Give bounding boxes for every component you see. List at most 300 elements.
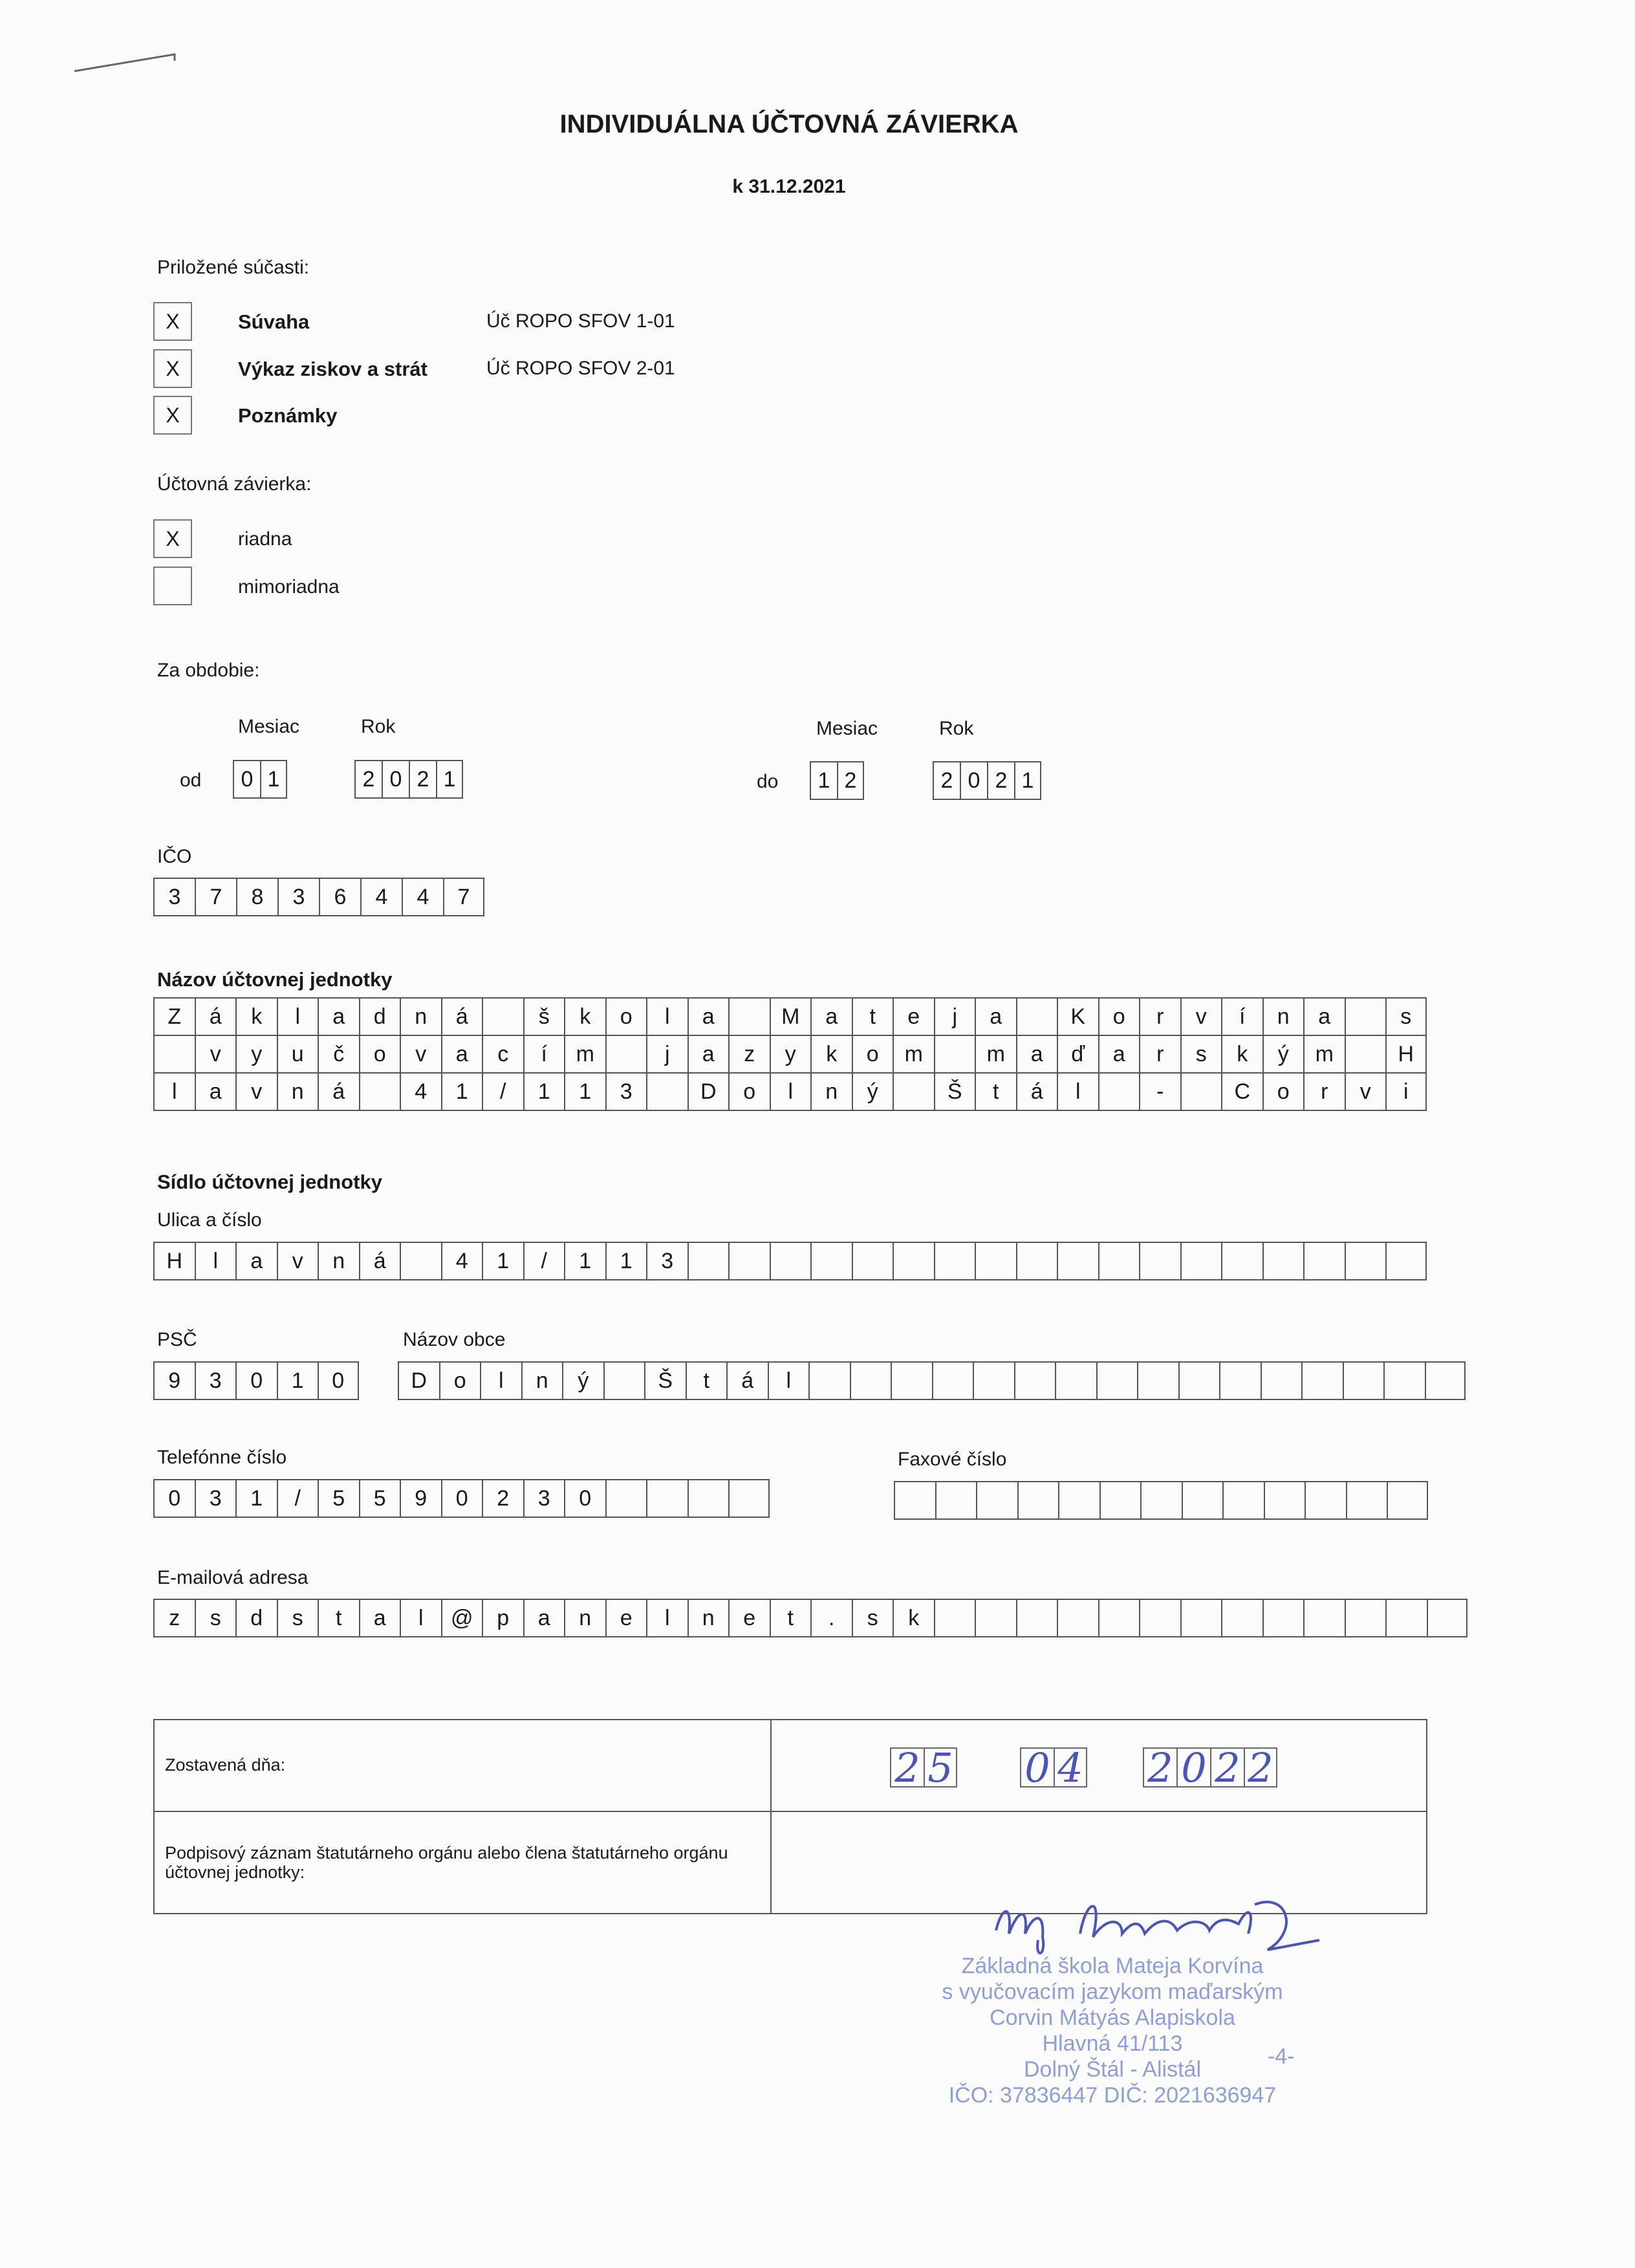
digit-cell: 7	[443, 878, 484, 916]
char-cell: o	[852, 1036, 893, 1074]
char-cell: r	[1139, 997, 1180, 1036]
char-cell	[359, 1074, 400, 1111]
char-cell	[728, 1479, 770, 1518]
digit-cell: 1	[260, 760, 287, 799]
psc-field[interactable]	[153, 1361, 359, 1400]
digit-cell: 4	[402, 878, 443, 916]
char-cell: u	[277, 1036, 318, 1074]
char-cell	[1014, 1361, 1056, 1400]
char-cell	[1345, 997, 1386, 1036]
char-cell: v	[400, 1036, 441, 1074]
char-cell	[976, 1481, 1017, 1520]
digit-cell: 3	[153, 878, 195, 916]
char-cell: n	[1262, 997, 1304, 1036]
char-cell: 1	[277, 1361, 318, 1400]
char-cell: k	[1221, 1036, 1262, 1074]
char-cell	[605, 1479, 647, 1518]
char-cell: v	[195, 1036, 236, 1074]
char-cell: .	[810, 1599, 852, 1637]
char-cell	[1055, 1361, 1096, 1400]
stamp-line: Corvin Mátyás Alapiskola	[990, 2005, 1235, 2030]
char-cell: ý	[562, 1361, 603, 1400]
closing-checkbox-riadna[interactable]: X	[153, 519, 192, 558]
period-label: Za obdobie:	[157, 660, 260, 681]
entity-name-label: Názov účtovnej jednotky	[157, 968, 393, 991]
char-cell: n	[400, 997, 441, 1036]
char-cell: t	[770, 1599, 811, 1637]
digit-cell: 6	[319, 878, 360, 916]
char-cell: Š	[934, 1074, 975, 1111]
name-row	[153, 1036, 1427, 1074]
char-cell	[1305, 1481, 1346, 1520]
char-cell: j	[934, 997, 975, 1036]
char-cell: s	[1385, 997, 1427, 1036]
char-row	[153, 1599, 1467, 1637]
char-cell	[1346, 1481, 1387, 1520]
name-row	[153, 1074, 1427, 1111]
char-cell	[1099, 1481, 1141, 1520]
char-cell	[605, 1036, 647, 1074]
from-year-field[interactable]	[354, 760, 463, 799]
char-cell: l	[646, 1599, 688, 1637]
char-cell: l	[770, 1074, 811, 1111]
hand-digit: 2	[1143, 1747, 1176, 1787]
char-cell: c	[482, 1036, 523, 1074]
char-cell	[1262, 1599, 1304, 1637]
char-cell: z	[728, 1036, 770, 1074]
table-divider	[155, 1811, 1426, 1812]
psc-label: PSČ	[157, 1329, 197, 1350]
to-label: do	[757, 771, 779, 792]
fax-field[interactable]	[894, 1481, 1428, 1520]
char-cell: 0	[564, 1479, 605, 1518]
char-cell: K	[1057, 997, 1098, 1036]
char-cell: t	[852, 997, 893, 1036]
char-cell	[646, 1074, 688, 1111]
char-cell: d	[235, 1599, 277, 1637]
attachment-name-poznamky: Poznámky	[238, 404, 338, 427]
to-month-label: Mesiac	[816, 718, 878, 739]
digit-cell: 8	[236, 878, 277, 916]
char-cell: 4	[441, 1242, 482, 1280]
char-cell	[1221, 1242, 1262, 1280]
char-cell	[770, 1242, 811, 1280]
ico-field[interactable]	[153, 878, 484, 916]
char-cell	[810, 1242, 852, 1280]
char-cell: s	[195, 1599, 236, 1637]
char-cell	[975, 1599, 1016, 1637]
char-cell: @	[441, 1599, 482, 1637]
char-cell: 0	[441, 1479, 482, 1518]
from-month-field[interactable]	[233, 760, 287, 799]
char-cell: l	[1057, 1074, 1098, 1111]
to-year-label: Rok	[939, 718, 974, 739]
char-cell	[1180, 1599, 1222, 1637]
char-cell	[1425, 1361, 1466, 1400]
char-cell: t	[318, 1599, 359, 1637]
char-cell: 3	[195, 1361, 236, 1400]
char-cell: /	[523, 1242, 565, 1280]
digit-cell: 2	[354, 760, 382, 799]
entity-name-field[interactable]	[153, 997, 1427, 1111]
char-cell: k	[810, 1036, 852, 1074]
char-cell	[1140, 1481, 1182, 1520]
char-cell	[1139, 1242, 1180, 1280]
char-cell: s	[1180, 1036, 1222, 1074]
char-cell	[1383, 1361, 1425, 1400]
char-cell	[975, 1242, 1016, 1280]
char-cell	[934, 1599, 975, 1637]
char-cell: v	[277, 1242, 318, 1280]
char-cell: l	[768, 1361, 809, 1400]
stamp-line: IČO: 37836447 DIČ: 2021636947	[948, 2083, 1277, 2108]
char-cell: Z	[153, 997, 195, 1036]
char-cell: M	[770, 997, 811, 1036]
attachment-name-suvaha: Súvaha	[238, 310, 310, 333]
stamp-line: Hlavná 41/113	[1042, 2031, 1183, 2056]
char-cell	[1219, 1361, 1261, 1400]
char-cell: 0	[318, 1361, 359, 1400]
char-cell: e	[728, 1599, 770, 1637]
char-cell	[1182, 1481, 1223, 1520]
char-cell: m	[893, 1036, 934, 1074]
char-cell: t	[686, 1361, 727, 1400]
char-cell	[973, 1361, 1014, 1400]
char-cell: v	[1345, 1074, 1386, 1111]
from-label: od	[180, 770, 202, 791]
char-cell: n	[810, 1074, 852, 1111]
pen-mark-decoration	[71, 47, 181, 79]
char-cell: á	[318, 1074, 359, 1111]
char-cell: ý	[1262, 1036, 1304, 1074]
char-cell: m	[564, 1036, 605, 1074]
entity-seat-label: Sídlo účtovnej jednotky	[157, 1171, 382, 1193]
char-cell	[893, 1074, 934, 1111]
char-cell: š	[523, 997, 565, 1036]
fax-label: Faxové číslo	[898, 1449, 1007, 1470]
char-cell	[1301, 1361, 1343, 1400]
char-cell: a	[359, 1599, 400, 1637]
digit-cell: 2	[837, 761, 864, 800]
digit-cell: 7	[195, 878, 236, 916]
char-cell: 4	[400, 1074, 441, 1111]
char-cell	[1016, 1242, 1057, 1280]
char-cell	[1303, 1599, 1345, 1637]
char-cell	[893, 1242, 934, 1280]
char-cell	[1343, 1361, 1384, 1400]
char-cell: s	[852, 1599, 893, 1637]
char-cell: 9	[153, 1361, 195, 1400]
char-cell: 0	[153, 1479, 195, 1518]
char-cell: í	[1221, 997, 1262, 1036]
char-cell: 2	[482, 1479, 523, 1518]
char-cell: o	[1262, 1074, 1304, 1111]
phone-field[interactable]	[153, 1479, 770, 1518]
char-cell: m	[1303, 1036, 1345, 1074]
ico-label: IČO	[157, 846, 192, 867]
char-cell: n	[688, 1599, 729, 1637]
hand-digit: 4	[1054, 1747, 1087, 1787]
signature-label: Podpisový záznam štatutárneho orgánu alebo člena štatutárneho orgánu účtovnej jednotky:	[165, 1843, 728, 1882]
char-cell	[852, 1242, 893, 1280]
char-cell	[1180, 1074, 1222, 1111]
hand-digit: 2	[1210, 1747, 1244, 1787]
char-cell: l	[400, 1599, 441, 1637]
char-cell: á	[726, 1361, 768, 1400]
char-cell: s	[277, 1599, 318, 1637]
char-cell	[1387, 1481, 1428, 1520]
char-cell	[1385, 1242, 1427, 1280]
char-cell: e	[893, 997, 934, 1036]
char-cell	[934, 1242, 975, 1280]
school-stamp	[867, 1953, 1358, 2108]
char-cell	[688, 1242, 729, 1280]
char-cell: 3	[195, 1479, 236, 1518]
char-cell: v	[235, 1074, 277, 1111]
char-cell: o	[728, 1074, 770, 1111]
char-cell: l	[195, 1242, 236, 1280]
char-cell: k	[893, 1599, 934, 1637]
char-cell: 3	[605, 1074, 647, 1111]
char-cell: 1	[441, 1074, 482, 1111]
char-cell: a	[1303, 997, 1345, 1036]
char-cell: k	[564, 997, 605, 1036]
char-row	[153, 1361, 359, 1400]
char-cell	[603, 1361, 645, 1400]
char-cell: 5	[359, 1479, 400, 1518]
char-cell: o	[359, 1036, 400, 1074]
hand-digit: 2	[1244, 1747, 1277, 1787]
char-cell	[1345, 1242, 1386, 1280]
closing-option-mimoriadna: mimoriadna	[238, 576, 340, 598]
char-cell	[935, 1481, 977, 1520]
char-cell	[1016, 1599, 1057, 1637]
char-cell: k	[235, 997, 277, 1036]
char-cell: a	[195, 1074, 236, 1111]
char-cell: 3	[523, 1479, 565, 1518]
street-label: Ulica a číslo	[157, 1209, 262, 1231]
char-cell: 3	[646, 1242, 688, 1280]
char-cell	[1096, 1361, 1138, 1400]
compiled-day-field[interactable]	[890, 1744, 957, 1791]
char-cell: í	[523, 1036, 565, 1074]
from-month-label: Mesiac	[238, 716, 300, 737]
char-cell: 1	[523, 1074, 565, 1111]
char-cell: a	[318, 997, 359, 1036]
attachment-checkbox-suvaha[interactable]: X	[153, 302, 192, 341]
char-cell	[1098, 1242, 1140, 1280]
digit-cell: 1	[1014, 761, 1041, 800]
char-cell: l	[153, 1074, 195, 1111]
char-cell: C	[1221, 1074, 1262, 1111]
name-row	[153, 997, 1427, 1036]
char-cell	[932, 1361, 973, 1400]
char-cell: a	[235, 1242, 277, 1280]
attachment-name-vykaz: Výkaz ziskov a strát	[238, 358, 428, 380]
char-cell: r	[1139, 1036, 1180, 1074]
char-cell	[1264, 1481, 1305, 1520]
char-cell	[1221, 1599, 1262, 1637]
char-cell: l	[277, 997, 318, 1036]
char-cell: v	[1180, 997, 1222, 1036]
char-row	[894, 1481, 1428, 1520]
char-cell: č	[318, 1036, 359, 1074]
char-cell: d	[359, 997, 400, 1036]
char-cell	[934, 1036, 975, 1074]
char-cell: t	[975, 1074, 1016, 1111]
char-cell: ď	[1057, 1036, 1098, 1074]
char-cell: l	[480, 1361, 521, 1400]
attachment-checkbox-vykaz[interactable]: X	[153, 349, 192, 388]
digit-cell: 2	[987, 761, 1014, 800]
char-cell: 1	[564, 1242, 605, 1280]
stamp-line: Dolný Štál - Alistál	[1024, 2057, 1201, 2082]
char-cell: 1	[605, 1242, 647, 1280]
char-cell: 1	[482, 1242, 523, 1280]
document-title: INDIVIDUÁLNA ÚČTOVNÁ ZÁVIERKA	[559, 110, 1019, 138]
char-cell: á	[359, 1242, 400, 1280]
char-cell: y	[235, 1036, 277, 1074]
char-cell: o	[1098, 997, 1140, 1036]
digit-cell: 2	[933, 761, 960, 800]
char-cell	[850, 1361, 891, 1400]
char-cell	[1098, 1599, 1140, 1637]
hand-digit: 0	[1020, 1747, 1054, 1787]
char-cell: a	[1016, 1036, 1057, 1074]
char-cell	[1345, 1599, 1386, 1637]
char-row	[398, 1361, 1466, 1400]
city-field[interactable]	[398, 1361, 1466, 1400]
char-cell	[688, 1479, 729, 1518]
page-mark: -4-	[1268, 2044, 1295, 2069]
compiled-month-field[interactable]	[1020, 1744, 1087, 1791]
char-cell	[1345, 1036, 1386, 1074]
char-cell: y	[770, 1036, 811, 1074]
email-label: E-mailová adresa	[157, 1567, 309, 1588]
char-cell: a	[810, 997, 852, 1036]
char-cell: e	[605, 1599, 647, 1637]
char-cell	[1262, 1242, 1304, 1280]
digit-cell: 0	[233, 760, 260, 799]
char-cell: n	[318, 1242, 359, 1280]
char-cell: -	[1139, 1074, 1180, 1111]
handwritten-signature	[983, 1879, 1345, 1963]
char-cell: a	[441, 1036, 482, 1074]
char-cell	[400, 1242, 441, 1280]
char-cell	[1303, 1242, 1345, 1280]
char-cell: a	[688, 997, 729, 1036]
stamp-line: s vyučovacím jazykom maďarským	[942, 1980, 1283, 2004]
char-cell: j	[646, 1036, 688, 1074]
closing-checkbox-mimoriadna[interactable]	[153, 567, 192, 605]
document-date: k 31.12.2021	[732, 176, 846, 197]
char-cell: H	[153, 1242, 195, 1280]
char-cell: D	[688, 1074, 729, 1111]
char-cell: a	[688, 1036, 729, 1074]
hand-digit: 5	[924, 1747, 957, 1787]
char-cell: a	[975, 997, 1016, 1036]
char-cell	[1137, 1361, 1178, 1400]
char-cell: o	[439, 1361, 481, 1400]
char-cell	[1178, 1361, 1220, 1400]
char-cell: /	[277, 1479, 318, 1518]
closing-option-riadna: riadna	[238, 528, 292, 550]
char-cell: z	[153, 1599, 195, 1637]
char-cell	[153, 1036, 195, 1074]
from-year-label: Rok	[361, 716, 396, 737]
char-cell	[1057, 1599, 1098, 1637]
digit-cell: 1	[436, 760, 463, 799]
char-cell	[1261, 1361, 1302, 1400]
digit-cell: 1	[810, 761, 837, 800]
digit-cell: 0	[382, 760, 409, 799]
closing-label: Účtovná závierka:	[157, 473, 312, 495]
digit-cell: 2	[409, 760, 436, 799]
char-cell: /	[482, 1074, 523, 1111]
attachment-code-vykaz: Úč ROPO SFOV 2-01	[486, 358, 675, 379]
char-cell	[1057, 1242, 1098, 1280]
char-row	[153, 1479, 770, 1518]
char-cell: o	[605, 997, 647, 1036]
stamp-line: Základná škola Mateja Korvína	[961, 1954, 1264, 1978]
phone-label: Telefónne číslo	[157, 1447, 287, 1468]
char-cell: á	[1016, 1074, 1057, 1111]
char-cell: 5	[318, 1479, 359, 1518]
char-cell	[482, 997, 523, 1036]
char-cell: l	[646, 997, 688, 1036]
to-year-field[interactable]	[933, 761, 1041, 800]
char-cell: Š	[644, 1361, 686, 1400]
char-cell	[1427, 1599, 1468, 1637]
table-divider	[770, 1720, 772, 1913]
compiled-year-field[interactable]	[1143, 1744, 1277, 1791]
char-cell: 0	[235, 1361, 277, 1400]
char-cell: i	[1385, 1074, 1427, 1111]
char-cell: á	[441, 997, 482, 1036]
char-cell	[728, 1242, 770, 1280]
char-cell: n	[277, 1074, 318, 1111]
city-label: Názov obce	[403, 1329, 506, 1350]
char-cell: p	[482, 1599, 523, 1637]
char-cell	[1017, 1481, 1059, 1520]
attachment-checkbox-poznamky[interactable]: X	[153, 396, 192, 435]
char-cell: D	[398, 1361, 439, 1400]
email-field[interactable]	[153, 1599, 1467, 1637]
char-cell	[808, 1361, 850, 1400]
char-cell: ý	[852, 1074, 893, 1111]
attachment-code-suvaha: Úč ROPO SFOV 1-01	[486, 310, 675, 332]
char-cell: 1	[235, 1479, 277, 1518]
street-field[interactable]	[153, 1242, 1427, 1280]
digit-cell: 4	[360, 878, 402, 916]
char-cell: á	[195, 997, 236, 1036]
char-cell	[728, 997, 770, 1036]
compiled-label: Zostavená dňa:	[165, 1755, 286, 1775]
char-cell	[891, 1361, 932, 1400]
char-cell: 9	[400, 1479, 441, 1518]
char-cell	[1385, 1599, 1427, 1637]
char-cell: a	[1098, 1036, 1140, 1074]
hand-digit: 0	[1176, 1747, 1210, 1787]
attachments-label: Priložené súčasti:	[157, 257, 310, 278]
char-cell	[1058, 1481, 1099, 1520]
digit-cell: 0	[960, 761, 987, 800]
char-cell: n	[521, 1361, 563, 1400]
char-cell	[1139, 1599, 1180, 1637]
to-month-field[interactable]	[810, 761, 864, 800]
char-cell	[1098, 1074, 1140, 1111]
char-cell	[894, 1481, 935, 1520]
